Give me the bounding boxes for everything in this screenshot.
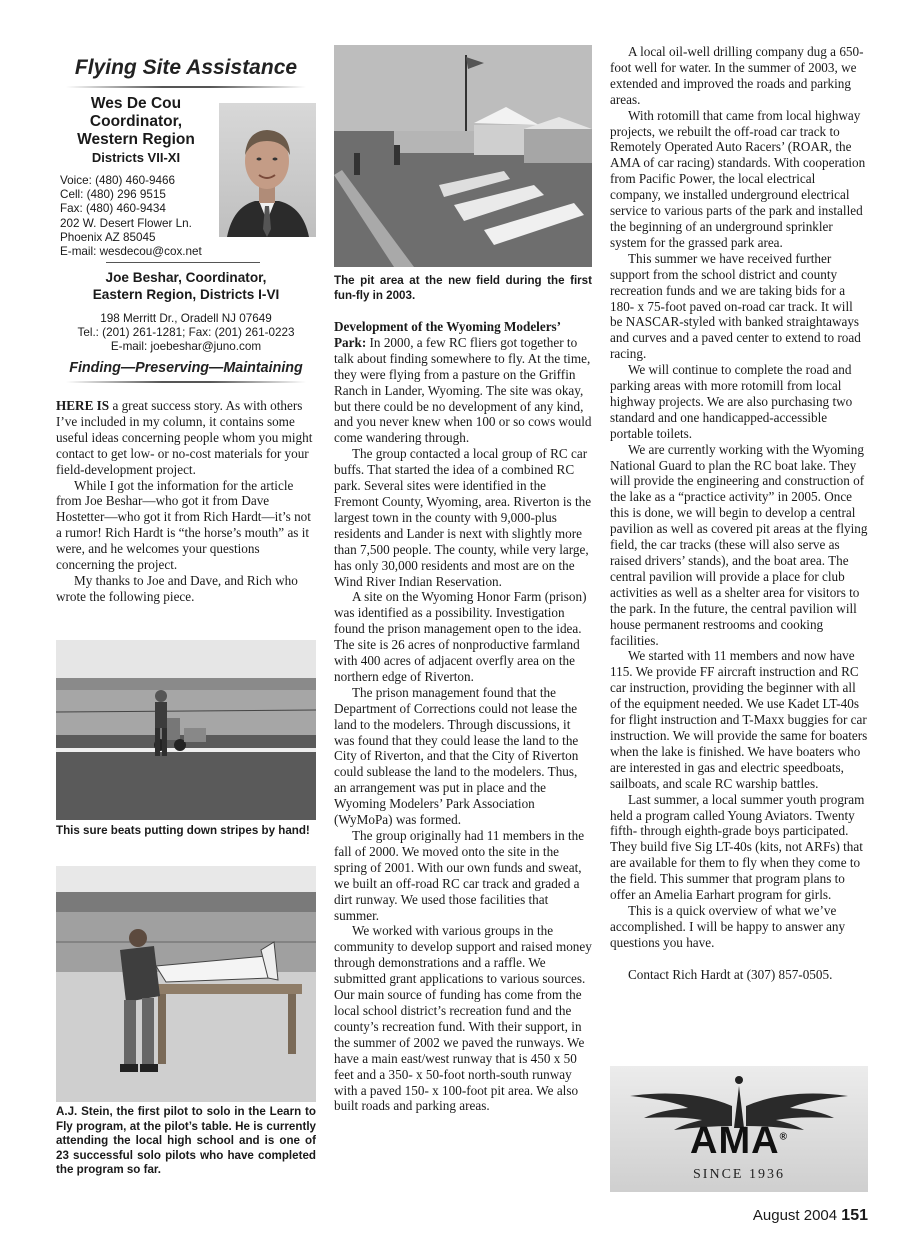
article-paragraph: A site on the Wyoming Honor Farm (prison) was identified as a possibility. Investigation found the prison management open to the idea. The site is 26 acres of nonproductive farmland with 400 acres of adjacent overfly area on the northern edge of Riverton. xyxy=(334,589,587,684)
east-email[interactable]: E-mail: joebeshar@juno.com xyxy=(110,340,262,354)
divider xyxy=(66,86,306,88)
article-paragraph: The group contacted a local group of RC car buffs. That started the idea of a combined RC park. Several sites were identified in the Fremont County, Wyoming, area. Riverton is the largest town in the county with 9,000-plus residents and Lander is next with slightly more than 7,500 people. The county, while very large, has only 30,000 residents and most are on the Wind River Indian Reservation. xyxy=(334,446,592,589)
article-paragraph: We are currently working with the Wyoming National Guard to plan the RC boat lake. They will provide the engineering and construction of the lake as a “practice activity” in 2005. Once this is done, we will begin to develop a central pavilion as well as covered pit areas at the flying field, the car tracks (these will also serve as raised drivers’ stands), and the boat area. The central pavilion will provide a place for club activities as well as a shelter area for visitors to the park. In the future, the central pavilion will house permanent restrooms and cooking facilities. xyxy=(610,441,868,648)
east-phone-fax: Tel.: (201) 261-1281; Fax: (201) 261-0223 xyxy=(77,326,295,340)
article-paragraph: This is a quick overview of what we’ve accomplished. I will be happy to answer any questions you have. xyxy=(610,902,846,950)
section-title: Flying Site Assistance xyxy=(74,56,298,79)
cell-number: Cell: (480) 296 9515 xyxy=(60,188,166,202)
east-address: 198 Merritt Dr., Oradell NJ 07649 xyxy=(100,312,272,325)
article-paragraph: We will continue to complete the road and parking areas with more rotomill from local highway projects. We are also purchasing two standard and one handicapped-accessible portable toilets. xyxy=(610,362,853,441)
contact-line: Contact Rich Hardt at (307) 857-0505. xyxy=(628,966,833,982)
address-city: Phoenix AZ 85045 xyxy=(60,230,156,244)
page-number: 151 xyxy=(841,1207,868,1224)
coordinator-name: Wes De Cou xyxy=(90,95,182,112)
article-paragraph: A local oil-well drilling company dug a 650-foot well for water. In the summer of 2003, we extended and improved the roads and parking areas. xyxy=(610,44,864,107)
coordinator-role: Coordinator, xyxy=(89,113,183,130)
article-paragraph: The prison management found that the Department of Corrections could not lease the land to the modelers. Through discussions, it was found that they could lease the land to the City of Riverton, and that the City of Riverton could sublease the land to the modelers. Thus, an arrangement was put in place and the Wyoming Modelers’ Park Association (WyMoPa) was formed. xyxy=(334,684,579,828)
intro-text: a great success story. As with others I’ve included in my column, it contains some useful ideas concerning people whom you might contact to get low- or no-cost materials for your field-development project. xyxy=(56,398,313,477)
article-paragraph: We started with 11 members and now have 115. We provide FF aircraft instruction and RC car instruction, providing the beginner with all of the equipment needed. We use Kadet LT-40s for flight instruction and T-Maxx buggies for car instruction. We will provide the same for boaters when the lake is finished. We have boaters who are interested in gas and electric speedboats, sailboats, and scale RC warship battles. xyxy=(610,648,868,791)
intro-paragraph: While I got the information for the article from Joe Beshar—who got it from Dave Hostetter—who got it from Rich Hardt—it’s not a rumor! Rich Hardt is “the horse’s mouth” as it were, and he welcomes your questions concerning the project. xyxy=(56,477,311,573)
fax-number: Fax: (480) 460-9434 xyxy=(60,202,166,216)
east-coordinator-name: Joe Beshar, Coordinator, xyxy=(105,270,267,285)
divider xyxy=(66,381,306,383)
article-paragraph: We worked with various groups in the community to develop support and raised money through demonstrations and a raffle. We submitted grant applications to various sources. Our main source of funding has come from the local school district’s recreation fund and the county’s recreation fund. With their support, in the summer of 2002 we paved the runways. We have a main east/west runway that is 450 x 50 feet and a 350- x 50-foot north-south runway with a paved 150- x 100-foot pit area. We also built roads and parking areas. xyxy=(334,923,592,1114)
tagline: Finding—Preserving—Maintaining xyxy=(69,360,303,376)
east-coordinator-region: Eastern Region, Districts I-VI xyxy=(92,287,280,303)
divider xyxy=(106,262,260,263)
article-paragraph: With rotomill that came from local highway projects, we rebuilt the off-road car track to Remotely Operated Auto Racers’ (ROAR, the AMA of car racing) standards. With cooperation from Pacific Power, the local electrical company, we installed underground electrical service to various parts of the park and installed the beginning of an underground sprinkler system for the grassed park area. xyxy=(610,107,866,250)
article-heading: Development of the Wyoming Modelers’ Park: xyxy=(334,319,561,350)
ama-logo xyxy=(610,1066,868,1192)
striping-photo xyxy=(56,640,316,820)
email-address[interactable]: E-mail: wesdecou@cox.net xyxy=(60,245,202,259)
article-paragraph: This summer we have received further support from the school district and county recreation funds and we are taking bids for a 180- x 75-foot paved on-road car track. It will be NASCAR-styled with banked straightaways and curves and a paved center to extend to road racing. xyxy=(610,250,861,362)
intro-paragraph xyxy=(56,398,316,478)
voice-number: Voice: (480) 460-9466 xyxy=(60,174,176,187)
logo-text: AMA xyxy=(690,1120,780,1162)
intro-paragraph: My thanks to Joe and Dave, and Rich who wrote the following piece. xyxy=(56,572,298,604)
address-street: 202 W. Desert Flower Ln. xyxy=(60,216,192,230)
page-footer xyxy=(753,1207,868,1225)
article-text: In 2000, a few RC fliers got together to talk about finding somewhere to fly. At the time, they were flying from a pasture on the Griffin Ranch in Lander, Wyoming. The site was okay, but there could be no development of any kind, and you never knew when 100 or so cows would come wandering through. xyxy=(334,334,592,446)
pilot-table-photo xyxy=(56,866,316,1102)
lead-in: HERE IS xyxy=(56,398,110,413)
photo-caption: A.J. Stein, the first pilot to solo in the Learn to Fly program, at the pilot’s table. He is currently attending the local high school and is one of 23 successful solo pilots who have completed the program so far. xyxy=(56,1105,316,1177)
article-paragraph xyxy=(334,319,592,446)
coordinator-region: Western Region xyxy=(77,131,195,148)
photo-caption: The pit area at the new field during the first fun-fly in 2003. xyxy=(334,274,592,302)
coordinator-districts: Districts VII-XI xyxy=(91,150,181,165)
pit-area-photo xyxy=(334,45,592,267)
article-paragraph: The group originally had 11 members in the fall of 2000. We moved onto the site in the spring of 2001. With our own funds and sweat, we built an off-road RC car track and graded a dirt runway. We used those facilities that summer. xyxy=(334,828,585,923)
registered-mark: ® xyxy=(779,1131,788,1143)
photo-caption: This sure beats putting down stripes by hand! xyxy=(56,824,310,837)
article-paragraph: Last summer, a local summer youth program held a program called Young Aviators. Twenty fifth- through eighth-grade boys participated. They build five Sig LT-40s (kits, not ARFs) that are available for them to fly when they come to the field. This summer that program plans to offer an Amelia Earhart program for girls. xyxy=(610,791,865,903)
issue-date: August 2004 xyxy=(752,1207,838,1224)
logo-since: SINCE 1936 xyxy=(693,1167,785,1182)
